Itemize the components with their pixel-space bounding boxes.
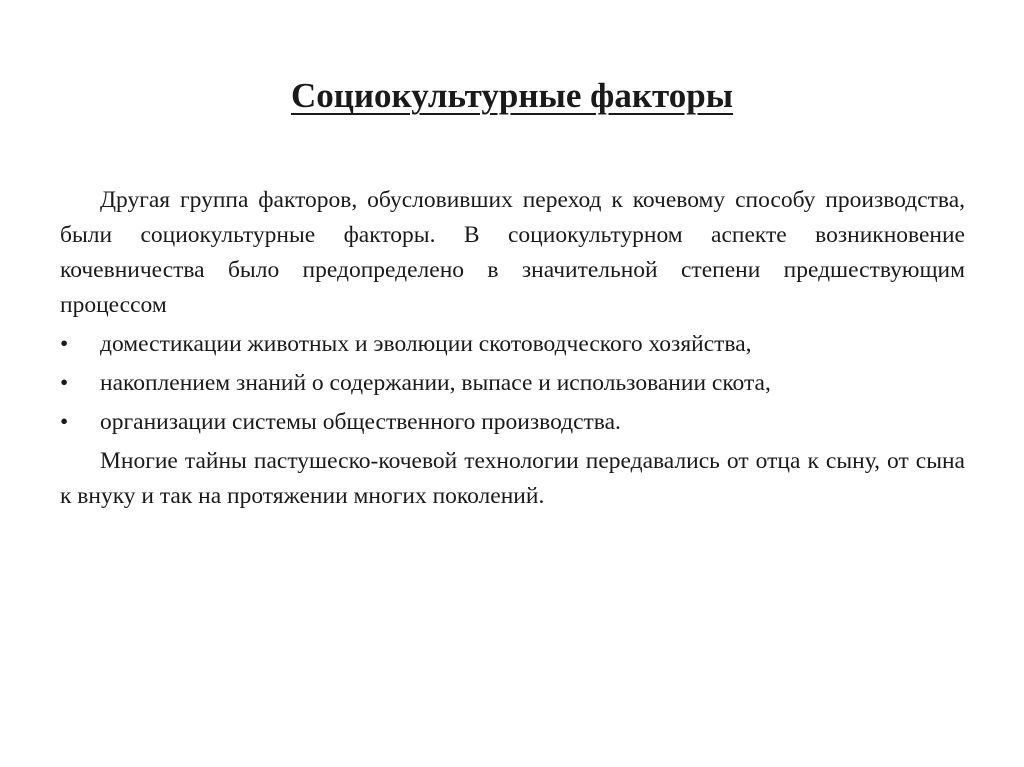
- list-item: [60, 405, 965, 440]
- closing-paragraph: Многие тайны пастушеско-кочевой технологии передавались от отца к сыну, от сына к внуку и так на протяжении многих поколений.: [60, 448, 965, 509]
- list-item: [60, 327, 965, 362]
- bullet-icon: •: [60, 370, 69, 396]
- slide-title-text: Социокультурные факторы: [290, 76, 734, 115]
- bullet-icon: •: [60, 331, 69, 357]
- list-item: [60, 366, 965, 401]
- slide-body: [60, 183, 965, 514]
- list-item-text: накоплением знаний о содержании, выпасе и использовании скота,: [100, 370, 771, 396]
- slide-title: [0, 72, 1024, 120]
- list-item-text: организации системы общественного производства.: [100, 409, 621, 435]
- intro-paragraph: Другая группа факторов, обусловивших переход к кочевому способу производства, были социокультурные факторы. В социокультурном аспекте возникновение кочевничества было предопределено в значительной степени предшествующим процессом: [60, 187, 965, 318]
- bullet-list: [60, 327, 965, 440]
- list-item-text: доместикации животных и эволюции скотоводческого хозяйства,: [100, 331, 752, 357]
- bullet-icon: •: [60, 409, 69, 435]
